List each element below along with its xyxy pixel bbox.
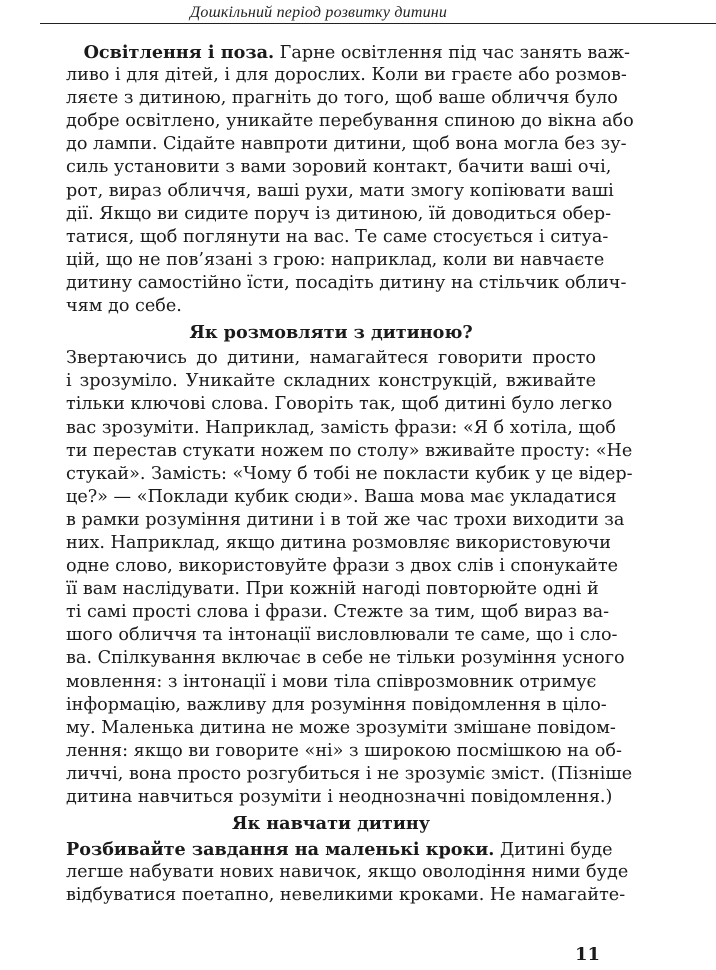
paragraph-line: ливо і для дітей, і для дорослих. Коли ви граєте або розмов- xyxy=(66,65,627,86)
paragraph-line: цій, що не пов’язані з грою: наприклад, коли ви навчаєте xyxy=(66,249,605,270)
paragraph-line: татися, щоб поглянути на вас. Те саме стосується і ситуа- xyxy=(66,226,609,247)
paragraph-line: них. Наприклад, якщо дитина розмовляє використовуючи xyxy=(66,532,611,553)
paragraph-line-text: Дитині буде xyxy=(494,840,613,861)
paragraph-line: дії. Якщо ви сидите поруч із дитиною, їй доводиться обер- xyxy=(66,203,612,224)
paragraph-lighting xyxy=(66,41,634,318)
section-heading-teaching: Як навчати дитину xyxy=(231,813,431,835)
paragraph-line xyxy=(66,41,630,64)
running-header-title: Дошкільний період розвитку дитини xyxy=(190,4,448,21)
run-in-heading-lighting: Освітлення і поза. xyxy=(83,42,275,63)
paragraph-line: одне слово, використовуйте фрази з двох слів і спонукайте xyxy=(66,556,619,577)
paragraph-line: чям до себе. xyxy=(66,296,182,317)
page-number: 11 xyxy=(575,944,601,965)
run-in-heading-small-steps: Розбивайте завдання на маленькі кроки. xyxy=(66,839,495,861)
paragraph-line: стукай». Замість: «Чому б тобі не покласти кубик у це відер- xyxy=(66,463,633,484)
paragraph-line xyxy=(66,838,613,861)
paragraph-line: легше набувати нових навичок, якщо оволодіння ними буде xyxy=(66,862,629,883)
header-rule xyxy=(40,23,716,24)
paragraph-teaching xyxy=(66,838,629,907)
paragraph-line: дитину самостійно їсти, посадіть дитину на стільчик облич- xyxy=(66,272,627,293)
text-column xyxy=(66,41,634,907)
paragraph-line: рот, вираз обличчя, ваші рухи, мати змогу копіювати ваші xyxy=(66,180,614,201)
paragraph-line: Звертаючись до дитини, намагайтеся говорити просто xyxy=(66,348,596,369)
paragraph-line: лення: якщо ви говорите «ні» з широкою посмішкою на об- xyxy=(66,740,622,761)
paragraph-line: добре освітлено, уникайте перебування спиною до вікна або xyxy=(66,111,634,132)
paragraph-line: мовлення: з інтонації і мови тіла співрозмовник отримує xyxy=(66,671,597,692)
paragraph-line: відбуватися поетапно, невеликими кроками. Не намагайте- xyxy=(66,885,626,906)
paragraph-line: інформацію, важливу для розуміння повідомлення в ціло- xyxy=(66,694,607,715)
section-heading-talking: Як розмовляти з дитиною? xyxy=(189,322,473,344)
paragraph-talking xyxy=(66,347,633,809)
paragraph-line-text: Гарне освітлення під час занять важ- xyxy=(274,43,630,63)
paragraph-line: вас зрозуміти. Наприклад, замість фрази: «Я б хотіла, щоб xyxy=(66,417,616,438)
paragraph-line: тільки ключові слова. Говоріть так, щоб дитині було легко xyxy=(66,394,613,415)
paragraph-line: це?» — «Поклади кубик сюди». Ваша мова має укладатися xyxy=(66,486,617,507)
paragraph-line: ті самі прості слова і фрази. Стежте за тим, щоб вираз ва- xyxy=(66,602,610,623)
paragraph-line: личчі, вона просто розгубиться і не зрозуміє зміст. (Пізніше xyxy=(66,763,633,784)
paragraph-line: ти перестав стукати ножем по столу» вживайте просту: «Не xyxy=(66,440,633,461)
paragraph-line: її вам наслідувати. При кожній нагоді повторюйте одні й xyxy=(66,579,599,600)
paragraph-line: в рамки розуміння дитини і в той же час трохи виходити за xyxy=(66,509,625,530)
paragraph-line: силь установити з вами зоровий контакт, бачити ваші очі, xyxy=(66,157,612,178)
paragraph-line: шого обличчя та інтонації висловлювали те саме, що і сло- xyxy=(66,625,618,646)
paragraph-line: ва. Спілкування включає в себе не тільки розуміння усного xyxy=(66,648,625,669)
paragraph-line: до лампи. Сідайте навпроти дитини, щоб вона могла без зу- xyxy=(66,134,627,155)
paragraph-line: і зрозуміло. Уникайте складних конструкцій, вживайте xyxy=(66,371,596,392)
running-header xyxy=(0,4,716,26)
paragraph-line: му. Маленька дитина не може зрозуміти змішане повідом- xyxy=(66,717,616,738)
paragraph-line: дитина навчиться розуміти і неоднозначні повідомлення.) xyxy=(66,787,613,807)
paragraph-line: ляєте з дитиною, прагніть до того, щоб ваше обличчя було xyxy=(66,88,618,109)
